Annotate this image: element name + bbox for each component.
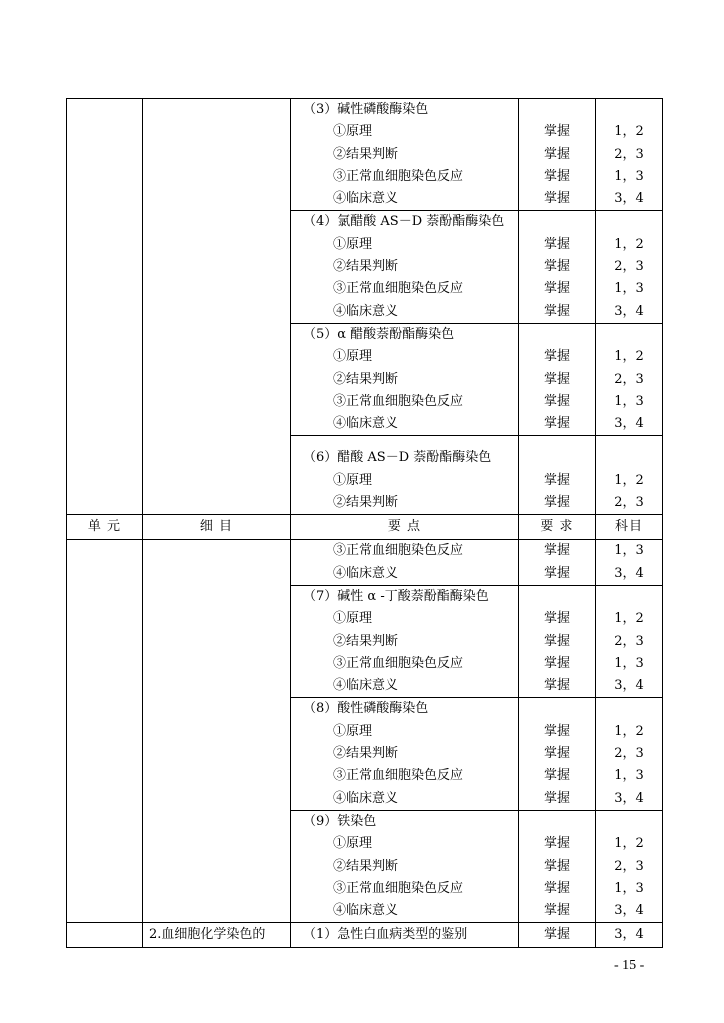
subject-value: 1，2 (614, 236, 644, 252)
subitem-cell (143, 99, 291, 515)
point-cell (291, 211, 519, 323)
subject-value: 1，3 (614, 281, 644, 297)
point-item: ①原理 (333, 472, 373, 488)
subject-value: 3，4 (614, 903, 644, 919)
blank-line (519, 811, 595, 833)
subject-value: 1，3 (614, 880, 644, 896)
requirement-value: 掌握 (543, 281, 570, 297)
point-heading: （5）α 醋酸萘酚酯酶染色 (303, 326, 455, 342)
point-cell (291, 698, 519, 810)
point-cell (291, 323, 519, 435)
requirement-value: 掌握 (543, 565, 570, 581)
point-item: ③正常血细胞染色反应 (333, 281, 464, 297)
requirement-cell (519, 698, 596, 810)
requirement-value: 掌握 (543, 472, 570, 488)
subject-cell (596, 99, 663, 211)
point-item: ④临床意义 (333, 303, 399, 319)
blank-line (596, 211, 662, 233)
point-cell (291, 923, 519, 948)
requirement-cell (519, 436, 596, 515)
subject-value: 1，2 (614, 472, 644, 488)
table-row (67, 99, 663, 211)
requirement-value: 掌握 (543, 790, 570, 806)
subject-value: 2，3 (614, 371, 644, 387)
subject-value: 1，3 (614, 768, 644, 784)
subject-cell (596, 211, 663, 323)
subject-value: 2，3 (614, 146, 644, 162)
blank-line (596, 99, 662, 121)
blank-line (596, 586, 662, 608)
requirement-cell (519, 540, 596, 586)
requirement-value: 掌握 (543, 146, 570, 162)
requirement-cell (519, 923, 596, 948)
point-item: ①原理 (333, 124, 373, 140)
point-item: ②结果判断 (333, 371, 399, 387)
header-points: 要 点 (291, 515, 519, 540)
header-unit: 单 元 (67, 515, 143, 540)
requirement-value: 掌握 (543, 259, 570, 275)
unit-cell (67, 923, 143, 948)
requirement-value: 掌握 (543, 168, 570, 184)
subject-value: 1，2 (614, 611, 644, 627)
point-item: ④临床意义 (333, 903, 399, 919)
unit-cell (67, 99, 143, 515)
requirement-value: 掌握 (543, 124, 570, 140)
blank-line (519, 698, 595, 720)
point-heading: （8）酸性磷酸酶染色 (303, 701, 429, 717)
requirement-cell (519, 211, 596, 323)
subject-value: 3，4 (614, 565, 644, 581)
subject-value: 3，4 (614, 927, 644, 943)
point-cell (291, 99, 519, 211)
spacer (291, 436, 518, 447)
point-item: ③正常血细胞染色反应 (333, 655, 464, 671)
blank-line (596, 811, 662, 833)
point-item: ②结果判断 (333, 633, 399, 649)
point-item: ②结果判断 (333, 858, 399, 874)
unit-cell (67, 540, 143, 923)
subject-value: 3，4 (614, 790, 644, 806)
subject-value: 1，3 (614, 393, 644, 409)
point-heading: （9）铁染色 (303, 813, 377, 829)
blank-line (519, 447, 595, 469)
blank-line (596, 324, 662, 346)
requirement-cell (519, 585, 596, 697)
point-item: ②结果判断 (333, 746, 399, 762)
requirement-value: 掌握 (543, 191, 570, 207)
subitem-label: 2.血细胞化学染色的 (149, 927, 266, 943)
syllabus-table (66, 98, 661, 948)
requirement-value: 掌握 (543, 858, 570, 874)
point-item: ③正常血细胞染色反应 (333, 393, 464, 409)
subject-cell (596, 540, 663, 586)
subject-value: 1，2 (614, 349, 644, 365)
subject-value: 1，2 (614, 124, 644, 140)
requirement-value: 掌握 (543, 723, 570, 739)
requirement-value: 掌握 (543, 236, 570, 252)
subject-cell (596, 698, 663, 810)
requirement-value: 掌握 (543, 393, 570, 409)
point-item: ①原理 (333, 349, 373, 365)
subject-value: 1，3 (614, 168, 644, 184)
subject-value: 2，3 (614, 633, 644, 649)
requirement-value: 掌握 (543, 416, 570, 432)
requirement-value: 掌握 (543, 543, 570, 559)
blank-line (519, 324, 595, 346)
point-heading: （7）碱性 α -丁酸萘酚酯酶染色 (303, 588, 489, 604)
header-subitem: 细 目 (143, 515, 291, 540)
subitem-cell (143, 540, 291, 923)
spacer (519, 436, 595, 447)
point-heading: （6）醋酸 AS－D 萘酚酯酶染色 (303, 450, 492, 466)
point-item: ④临床意义 (333, 565, 399, 581)
requirement-cell (519, 99, 596, 211)
subject-cell (596, 436, 663, 515)
subject-value: 3，4 (614, 416, 644, 432)
requirement-value: 掌握 (543, 768, 570, 784)
subject-value: 2，3 (614, 858, 644, 874)
blank-line (519, 586, 595, 608)
point-item: ②结果判断 (333, 495, 399, 511)
page-number: - 15 - (614, 958, 645, 973)
point-cell (291, 810, 519, 922)
point-item: ④临床意义 (333, 416, 399, 432)
point-item: ③正常血细胞染色反应 (333, 768, 464, 784)
point-item: ②结果判断 (333, 146, 399, 162)
point-item: ④临床意义 (333, 191, 399, 207)
header-subject: 科目 (596, 515, 663, 540)
blank-line (596, 447, 662, 469)
table-header-row (67, 515, 663, 540)
subject-value: 2，3 (614, 746, 644, 762)
subject-value: 3，4 (614, 303, 644, 319)
point-heading: （4）氯醋酸 AS－D 萘酚酯酶染色 (303, 214, 505, 230)
subject-value: 1，3 (614, 543, 644, 559)
subject-value: 3，4 (614, 678, 644, 694)
point-cell (291, 436, 519, 515)
subject-value: 1，2 (614, 723, 644, 739)
point-item: ①原理 (333, 611, 373, 627)
requirement-value: 掌握 (543, 611, 570, 627)
subject-value: 2，3 (614, 495, 644, 511)
point-item: ④临床意义 (333, 678, 399, 694)
header-requirement: 要 求 (519, 515, 596, 540)
requirement-value: 掌握 (543, 836, 570, 852)
point-item: ④临床意义 (333, 790, 399, 806)
requirement-cell (519, 810, 596, 922)
requirement-value: 掌握 (543, 880, 570, 896)
subject-value: 1，3 (614, 655, 644, 671)
point-cell (291, 585, 519, 697)
point-item: ②结果判断 (333, 259, 399, 275)
point-item: ③正常血细胞染色反应 (333, 880, 464, 896)
subject-cell (596, 923, 663, 948)
requirement-value: 掌握 (543, 678, 570, 694)
point-item: ①原理 (333, 723, 373, 739)
subject-cell (596, 810, 663, 922)
point-item: ③正常血细胞染色反应 (333, 543, 464, 559)
requirement-cell (519, 323, 596, 435)
subject-cell (596, 585, 663, 697)
subject-cell (596, 323, 663, 435)
requirement-value: 掌握 (543, 495, 570, 511)
point-heading: （3）碱性磷酸酶染色 (303, 102, 429, 117)
requirement-value: 掌握 (543, 371, 570, 387)
requirement-value: 掌握 (543, 903, 570, 919)
point-item: ③正常血细胞染色反应 (333, 168, 464, 184)
point-item: ①原理 (333, 236, 373, 252)
requirement-value: 掌握 (543, 303, 570, 319)
table-row (67, 540, 663, 586)
spacer (596, 436, 662, 447)
point-label: （1）急性白血病类型的鉴别 (303, 927, 468, 943)
subject-value: 2，3 (614, 259, 644, 275)
requirement-value: 掌握 (543, 655, 570, 671)
subject-value: 1，2 (614, 836, 644, 852)
point-cell (291, 540, 519, 586)
blank-line (596, 698, 662, 720)
subject-value: 3，4 (614, 191, 644, 207)
blank-line (519, 99, 595, 121)
requirement-value: 掌握 (543, 633, 570, 649)
blank-line (519, 211, 595, 233)
requirement-value: 掌握 (543, 927, 570, 943)
requirement-value: 掌握 (543, 746, 570, 762)
subitem-cell (143, 923, 291, 948)
point-item: ①原理 (333, 836, 373, 852)
table-row-last (67, 923, 663, 948)
requirement-value: 掌握 (543, 349, 570, 365)
